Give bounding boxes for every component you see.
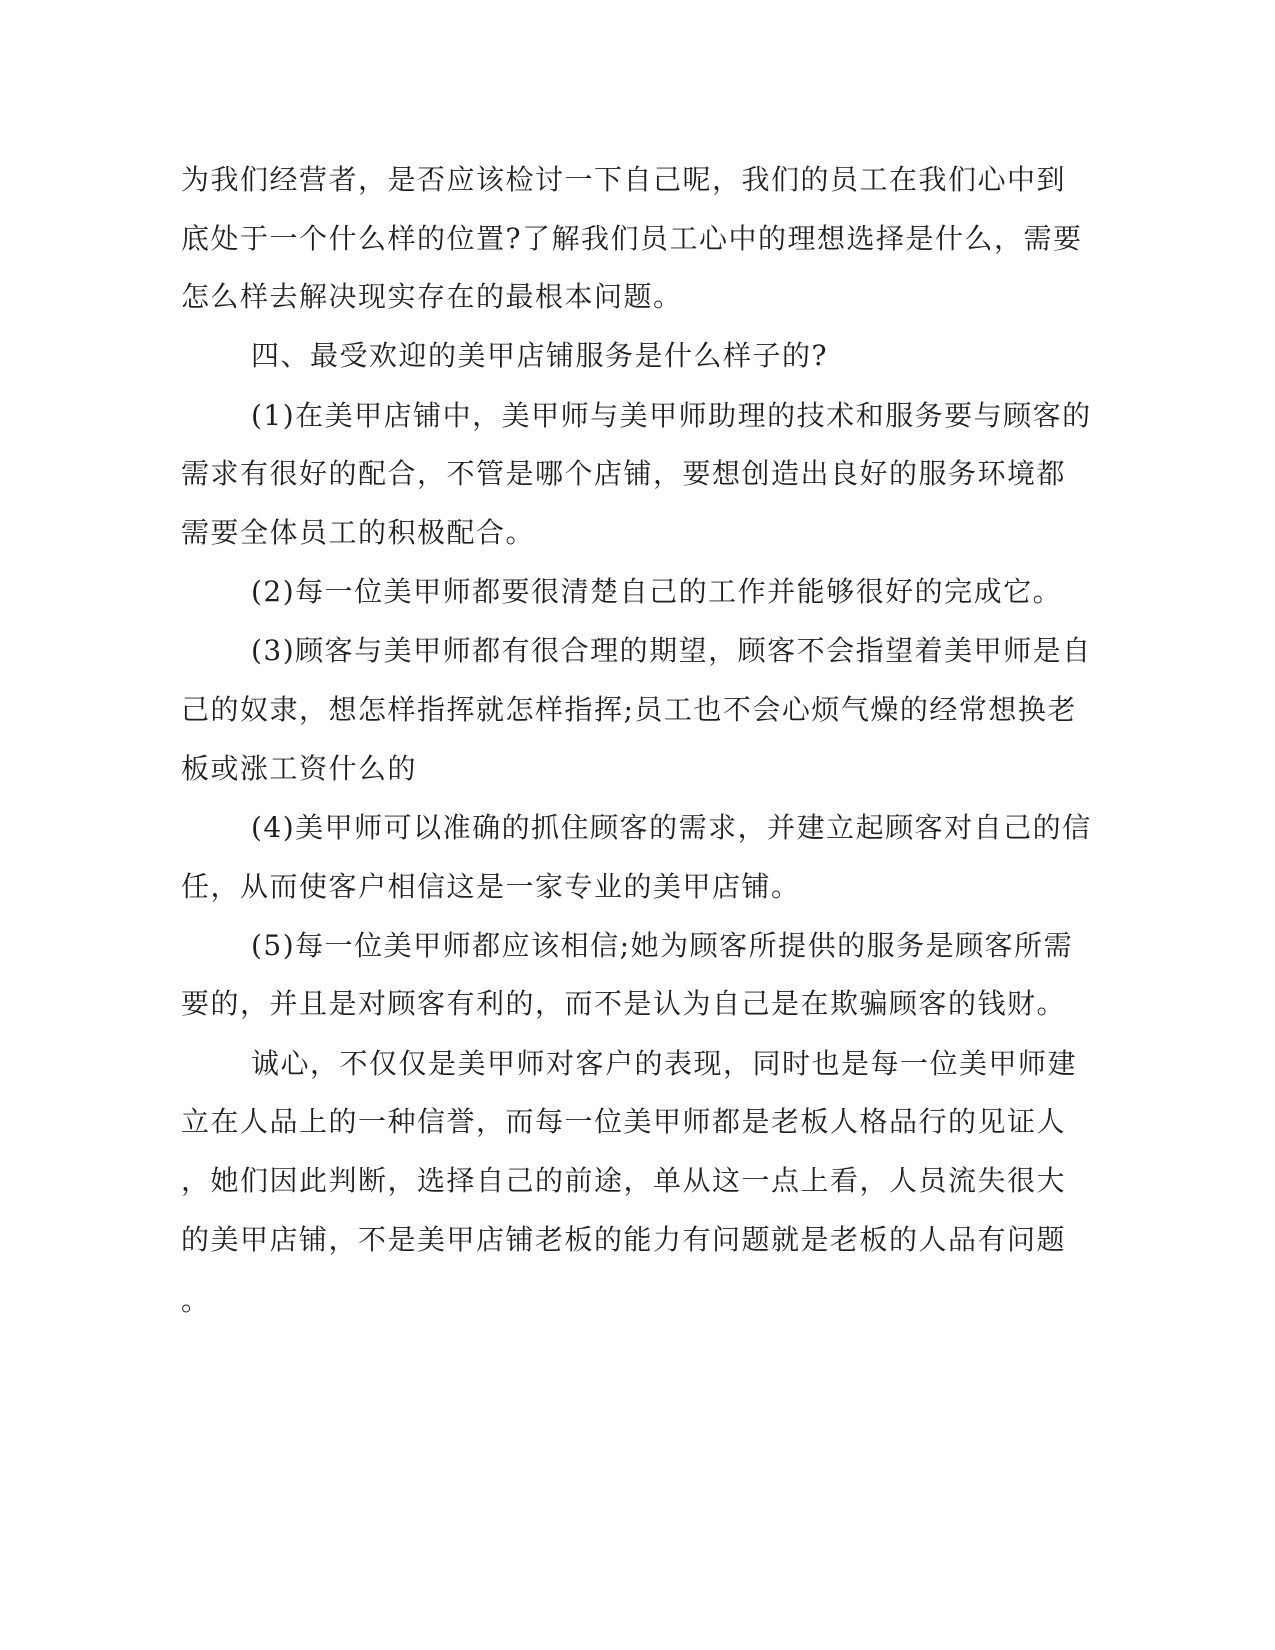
text-line: (2)每一位美甲师都要很清楚自己的工作并能够很好的完成它。	[251, 575, 1063, 608]
text-line: (3)顾客与美甲师都有很合理的期望，顾客不会指望着美甲师是自	[251, 634, 1092, 667]
text-line: 诚心，不仅仅是美甲师对客户的表现，同时也是每一位美甲师建	[251, 1047, 1078, 1080]
text-line: ，她们因此判断，选择自己的前途，单从这一点上看，人员流失很大	[181, 1164, 1067, 1197]
text-line: 板或涨工资什么的	[181, 752, 418, 785]
text-line: 的美甲店铺，不是美甲店铺老板的能力有问题就是老板的人品有问题	[181, 1223, 1067, 1256]
text-line: (1)在美甲店铺中，美甲师与美甲师助理的技术和服务要与顾客的	[251, 399, 1092, 432]
text-line: 底处于一个什么样的位置?了解我们员工心中的理想选择是什么，需要	[181, 222, 1083, 255]
text-line: 。	[181, 1284, 211, 1317]
text-line: 立在人品上的一种信誉，而每一位美甲师都是老板人格品行的见证人	[181, 1105, 1067, 1138]
text-line: 怎么样去解决现实存在的最根本问题。	[181, 280, 683, 313]
text-line: 己的奴隶，想怎样指挥就怎样指挥;员工也不会心烦气燥的经常想换老	[181, 693, 1077, 726]
text-line: 需求有很好的配合，不管是哪个店铺，要想创造出良好的服务环境都	[181, 457, 1067, 490]
section-heading: 四、最受欢迎的美甲店铺服务是什么样子的?	[251, 339, 829, 372]
text-line: (4)美甲师可以准确的抓住顾客的需求，并建立起顾客对自己的信	[251, 811, 1092, 844]
text-line: 任，从而使客户相信这是一家专业的美甲店铺。	[181, 870, 801, 903]
text-line: (5)每一位美甲师都应该相信;她为顾客所提供的服务是顾客所需	[251, 929, 1074, 962]
text-line: 需要全体员工的积极配合。	[181, 516, 536, 549]
text-line: 要的，并且是对顾客有利的，而不是认为自己是在欺骗顾客的钱财。	[181, 987, 1067, 1020]
text-line: 为我们经营者，是否应该检讨一下自己呢，我们的员工在我们心中到	[181, 163, 1067, 196]
